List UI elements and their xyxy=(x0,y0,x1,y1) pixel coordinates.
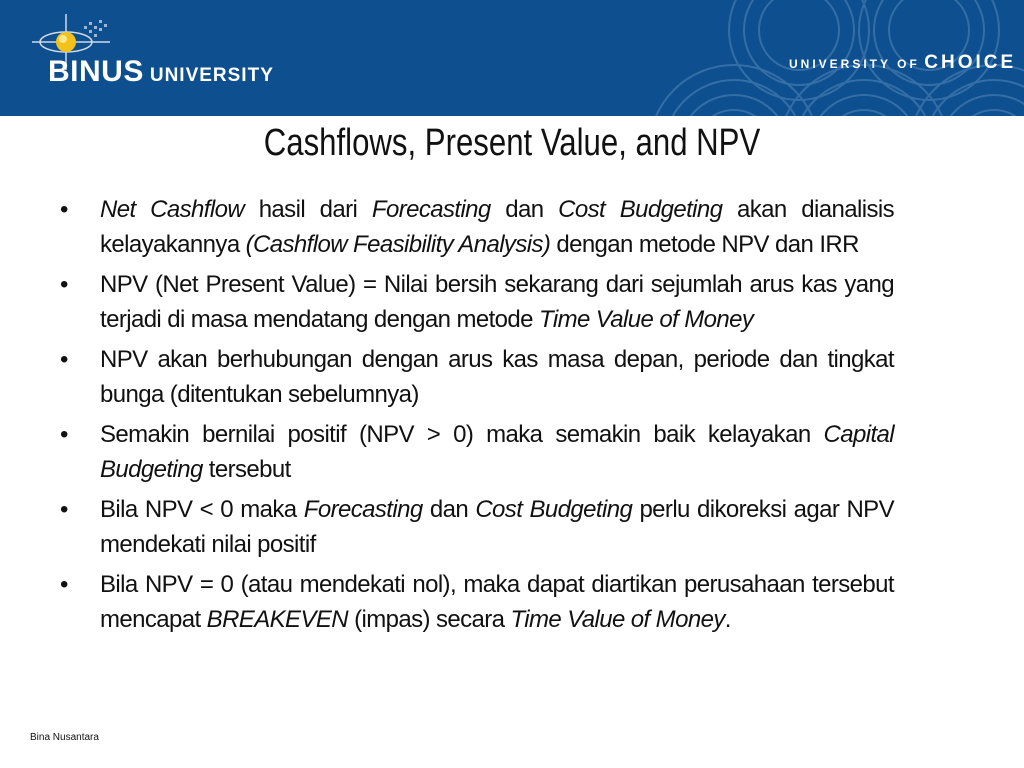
bullet-text: dan xyxy=(490,196,559,223)
brand-main: BINUS xyxy=(48,55,144,88)
tagline-small: UNIVERSITY OF xyxy=(789,57,920,71)
emphasized-text: BREAKEVEN xyxy=(206,606,348,633)
bullet-dot: • xyxy=(60,496,68,523)
bullet-text: hasil dari xyxy=(244,196,372,223)
emphasized-text: Cost Budgeting xyxy=(475,496,633,523)
slide-header xyxy=(0,0,1024,116)
emphasized-text: Forecasting xyxy=(303,496,423,523)
footer-text: Bina Nusantara xyxy=(30,732,99,743)
bullet-text: NPV akan berhubungan dengan arus kas masa depan, periode dan tingkat bunga (ditentukan sebelumnya) xyxy=(100,346,894,408)
bullet-dot: • xyxy=(60,571,68,598)
tagline-big: CHOICE xyxy=(924,52,1017,73)
bullet-text: perlu dikoreksi agar NPV mendekati nilai positif xyxy=(100,496,894,558)
bullet-text: . xyxy=(724,606,731,633)
bullet-text: NPV (Net Present Value) = Nilai bersih sekarang dari sejumlah arus kas yang terjadi di masa mendatang dengan metode xyxy=(100,271,894,333)
bullet-dot: • xyxy=(60,421,68,448)
slide-title: Cashflows, Present Value, and NPV xyxy=(263,122,761,164)
bullet-text: tersebut xyxy=(202,456,291,483)
bullet-dot: • xyxy=(60,271,68,298)
bullet-text: dengan metode NPV dan IRR xyxy=(550,231,859,258)
bullet-item xyxy=(60,192,894,262)
bullet-item xyxy=(60,567,894,637)
bullet-item xyxy=(60,417,894,487)
bullet-text: Bila NPV = 0 (atau mendekati nol), maka dapat diartikan perusahaan tersebut mencapat xyxy=(100,571,894,633)
brand-sub: UNIVERSITY xyxy=(149,65,274,86)
bullet-text: Semakin bernilai positif (NPV > 0) maka semakin baik kelayakan xyxy=(100,421,824,448)
emphasized-text: Capital Budgeting xyxy=(100,421,894,483)
bullet-text: (impas) secara xyxy=(348,606,511,633)
emphasized-text: Net Cashflow xyxy=(100,196,245,223)
bullet-text: dan xyxy=(422,496,476,523)
bullet-list xyxy=(60,192,894,642)
emphasized-text: Forecasting xyxy=(371,196,491,223)
bullet-item xyxy=(60,267,894,337)
bullet-dot: • xyxy=(60,346,68,373)
bullet-dot: • xyxy=(60,196,68,223)
bullet-text: Bila NPV < 0 maka xyxy=(100,496,304,523)
bullet-text: akan dianalisis kelayakannya xyxy=(100,196,895,258)
brand-name xyxy=(48,55,274,89)
emphasized-text: Time Value of Money xyxy=(538,306,754,333)
tagline xyxy=(789,52,1016,74)
emphasized-text: (Cashflow Feasibility Analysis) xyxy=(245,231,551,258)
emphasized-text: Time Value of Money xyxy=(510,606,725,633)
bullet-item xyxy=(60,342,894,412)
bullet-item xyxy=(60,492,894,562)
emphasized-text: Cost Budgeting xyxy=(558,196,723,223)
